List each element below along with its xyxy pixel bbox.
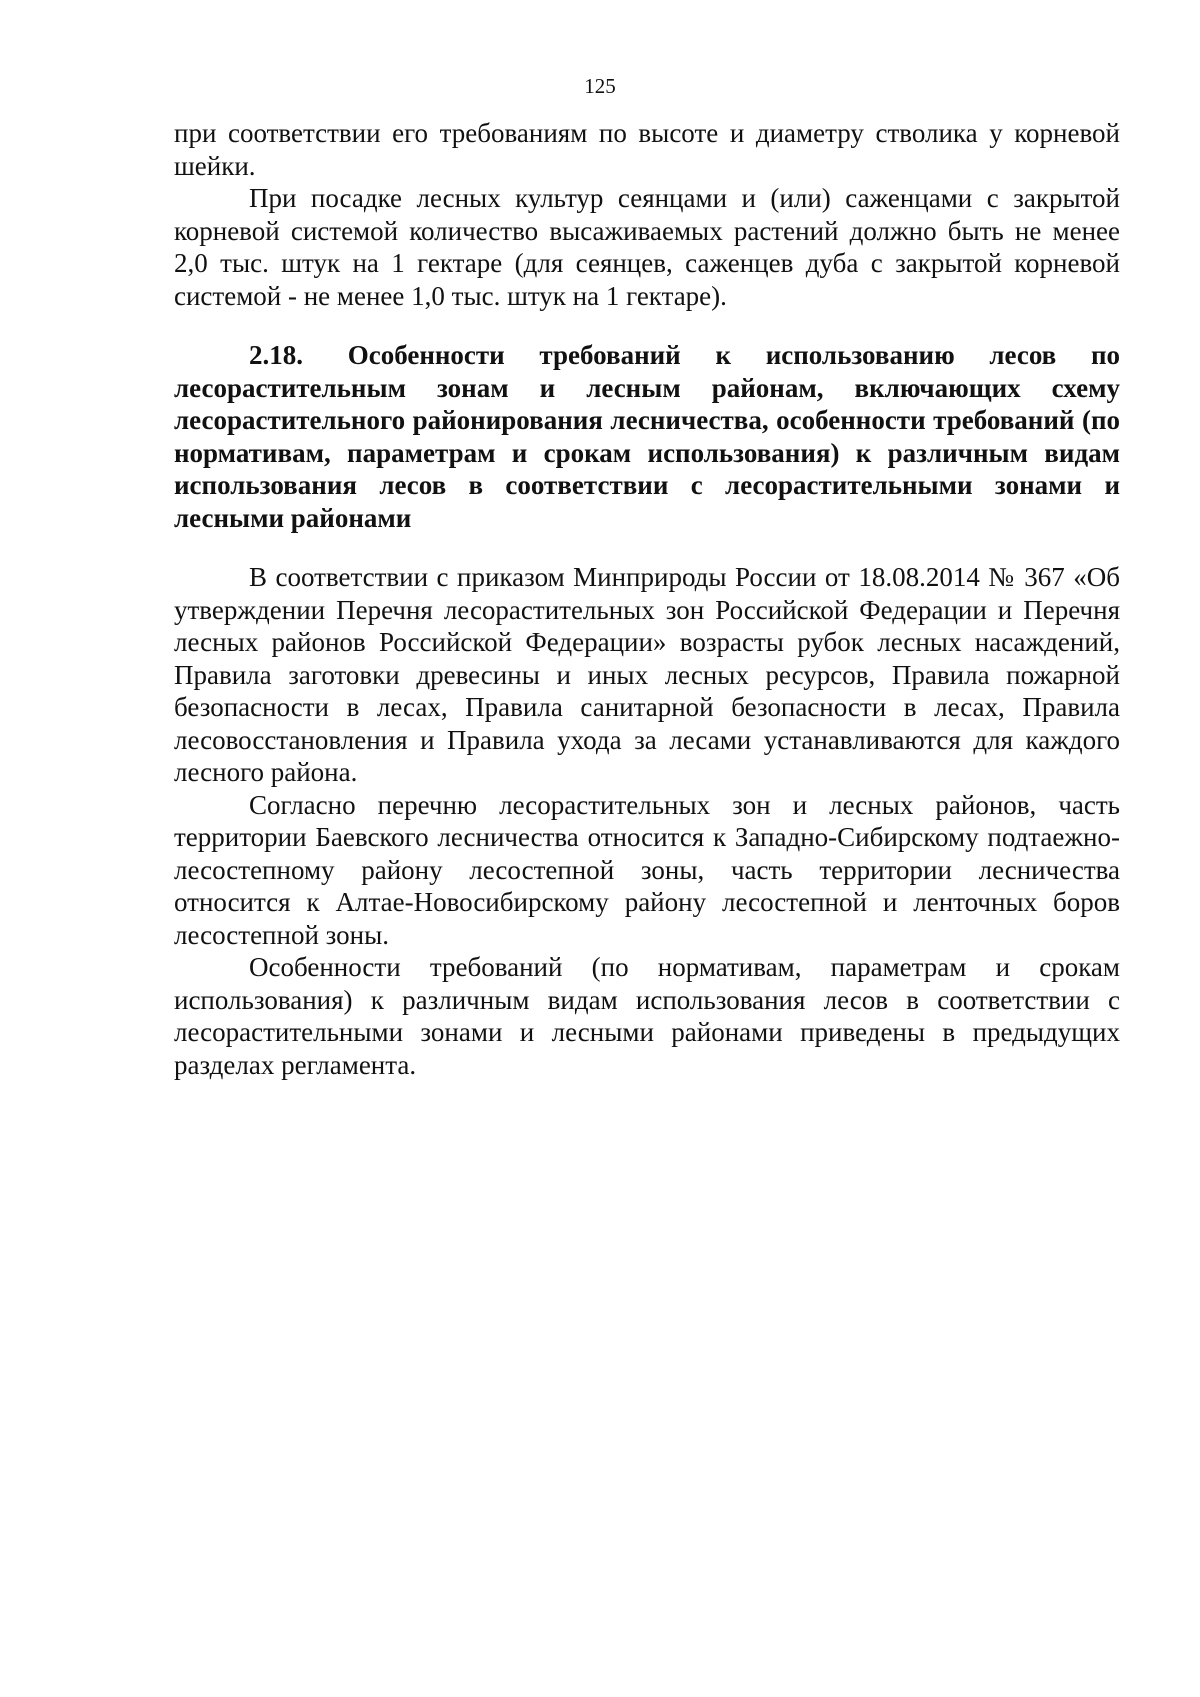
- paragraph-continuation: при соответствии его требованиям по высоте и диаметру стволика у корневой шейки.: [174, 118, 1120, 181]
- section-number: 2.18.: [249, 340, 303, 370]
- page-number: 125: [584, 74, 616, 98]
- spacer: [174, 534, 1120, 561]
- page-content: [174, 117, 1120, 1081]
- section-heading: [174, 339, 1120, 534]
- paragraph-order-reference: В соответствии с приказом Минприроды России от 18.08.2014 № 367 «Об утверждении Перечня лесорастительных зон Российской Федерации и Перечня лесных районов Российской Федерации» возрасты рубок лесных насаждений, Правила заготовки древесины и иных лесных ресурсов, Правила пожарной безопасности в лесах, Правила санитарной безопасности в лесах, Правила лесовосстановления и Правила ухода за лесами устанавливаются для каждого лесного района.: [174, 562, 1120, 787]
- section-title: Особенности требований к использованию лесов по лесорастительным зонам и лесным районам, включающих схему лесорастительного районирования лесничества, особенности требований (по нормативам, параметрам и срокам использования) к различным видам использования лесов в соответствии с лесорастительными зонами и лесными районами: [174, 340, 1121, 533]
- paragraph-zones-list: Согласно перечню лесорастительных зон и лесных районов, часть территории Баевского лесничества относится к Западно-Сибирскому подтаежно-лесостепному району лесостепной зоны, часть территории лесничества относится к Алтае-Новосибирскому району лесостепной и ленточных боров лесостепной зоны.: [174, 789, 1120, 950]
- spacer: [174, 312, 1120, 339]
- paragraph-requirements: Особенности требований (по нормативам, параметрам и срокам использования) к различным видам использования лесов в соответствии с лесорастительными зонами и лесными районами приведены в предыдущих разделах регламента.: [174, 952, 1120, 1080]
- paragraph-planting-density: При посадке лесных культур сеянцами и (или) саженцами с закрытой корневой системой количество высаживаемых растений должно быть не менее 2,0 тыс. штук на 1 гектаре (для сеянцев, саженцев дуба с закрытой корневой системой - не менее 1,0 тыс. штук на 1 гектаре).: [174, 183, 1120, 311]
